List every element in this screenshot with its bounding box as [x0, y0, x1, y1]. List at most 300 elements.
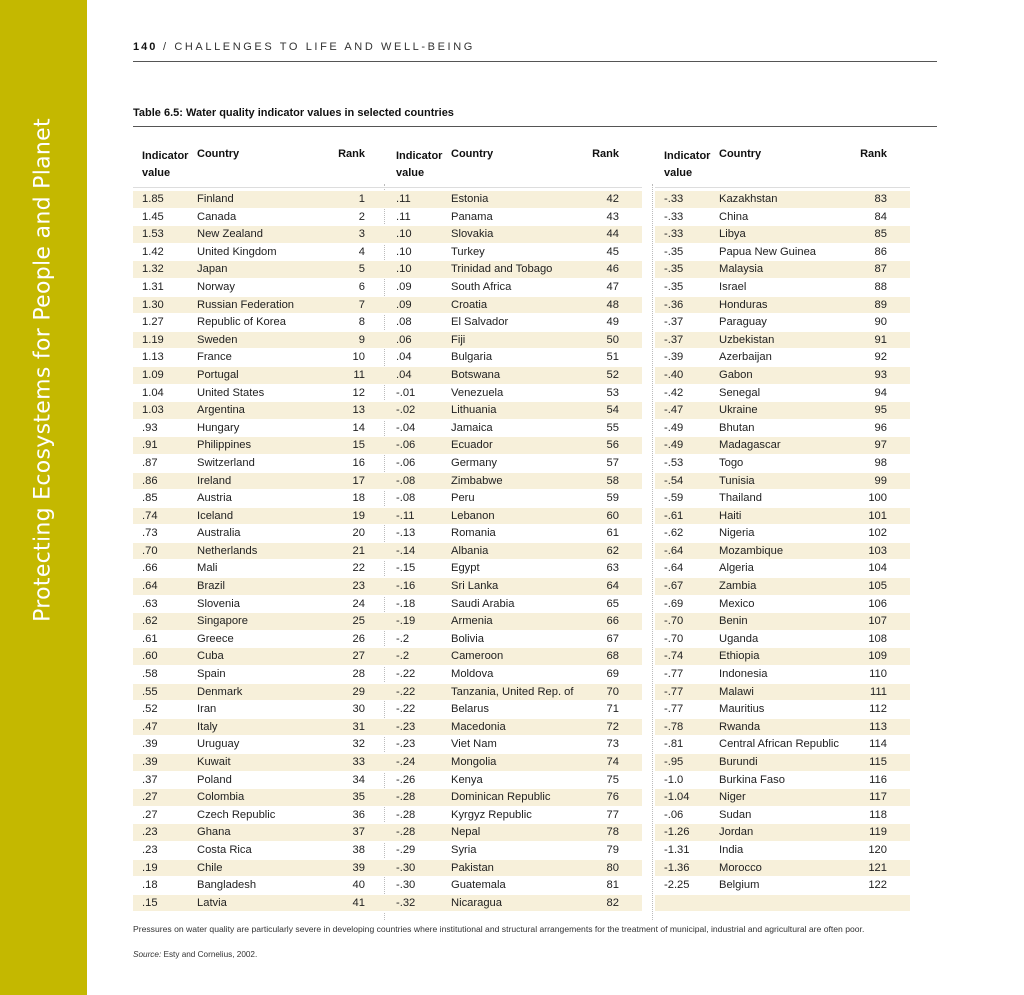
- country-name: Venezuela: [451, 386, 504, 399]
- table-row: [133, 631, 388, 649]
- indicator-value: .85: [142, 492, 158, 505]
- indicator-value: .39: [142, 756, 158, 768]
- country-name: Belarus: [451, 703, 489, 716]
- table-row: [387, 842, 642, 860]
- rank-value: 46: [606, 263, 619, 276]
- rank-value: 82: [606, 896, 619, 909]
- country-name: Netherlands: [197, 544, 258, 557]
- table-row: [655, 596, 910, 614]
- rank-value: 66: [606, 615, 619, 628]
- indicator-value: -.19: [396, 615, 416, 628]
- country-name: Niger: [719, 791, 746, 804]
- source-note: [133, 950, 257, 959]
- table-row: [133, 701, 388, 719]
- indicator-value: -.02: [396, 404, 416, 417]
- indicator-value: -.39: [664, 351, 684, 364]
- source-label: Source:: [133, 950, 162, 959]
- rank-value: 9: [358, 333, 365, 346]
- table-row: [655, 437, 910, 455]
- indicator-value: -.13: [396, 527, 416, 540]
- country-name: Lebanon: [451, 509, 495, 522]
- rank-value: 68: [606, 650, 619, 663]
- table-footnote: Pressures on water quality are particularly severe in developing countries where institutional and structural arrangements for the treatment of municipal, industrial and agricultural are often poor.: [133, 924, 865, 934]
- table-column-3: [655, 146, 910, 912]
- rank-value: 100: [868, 492, 887, 505]
- table-row: [655, 578, 910, 596]
- table-row: [655, 789, 910, 807]
- rank-value: 12: [352, 386, 365, 399]
- rank-value: 67: [606, 632, 619, 645]
- indicator-value: -.62: [664, 527, 684, 540]
- indicator-value: -.49: [664, 421, 684, 434]
- table-row: [387, 596, 642, 614]
- country-name: Central African Republic: [719, 738, 840, 751]
- rank-value: 85: [874, 228, 887, 241]
- country-name: Poland: [197, 773, 232, 786]
- rank-value: 53: [606, 386, 619, 399]
- source-text: Esty and Cornelius, 2002.: [161, 950, 258, 959]
- country-name: Kyrgyz Republic: [451, 808, 532, 821]
- country-name: Singapore: [197, 615, 249, 628]
- indicator-value: .91: [142, 439, 158, 452]
- table-row: [387, 209, 642, 227]
- rank-value: 41: [352, 896, 365, 909]
- rank-value: 52: [606, 368, 619, 381]
- country-name: Ukraine: [719, 404, 758, 417]
- rank-value: 21: [352, 544, 365, 557]
- country-name: Iceland: [197, 509, 234, 522]
- rank-value: 44: [606, 228, 619, 241]
- country-name: Mongolia: [451, 756, 497, 768]
- country-name: Slovakia: [451, 228, 494, 241]
- indicator-value: -.37: [664, 333, 684, 346]
- indicator-value: -.04: [396, 421, 416, 434]
- country-name: Malawi: [719, 685, 754, 698]
- rank-value: 13: [352, 404, 365, 417]
- table-row: [387, 560, 642, 578]
- indicator-value: -.95: [664, 756, 684, 768]
- table-row: [655, 666, 910, 684]
- country-name: Burundi: [719, 756, 758, 768]
- country-name: Estonia: [451, 193, 489, 205]
- table-row: [133, 191, 388, 209]
- running-head: [133, 41, 937, 62]
- table-row: [387, 261, 642, 279]
- indicator-value: 1.03: [142, 404, 164, 417]
- table-row: [387, 807, 642, 825]
- rank-value: 107: [868, 615, 887, 628]
- rank-value: 121: [868, 861, 887, 874]
- rank-value: 81: [606, 879, 619, 892]
- table-row: [655, 525, 910, 543]
- country-name: Russian Federation: [197, 298, 295, 311]
- country-name: Tanzania, United Rep. of: [451, 685, 574, 698]
- country-name: Switzerland: [197, 456, 255, 469]
- table-row: [655, 420, 910, 438]
- country-name: Belgium: [719, 879, 760, 892]
- table-row: [133, 807, 388, 825]
- rank-value: 17: [352, 474, 365, 487]
- rank-value: 118: [869, 808, 887, 821]
- rank-value: 102: [868, 527, 887, 540]
- country-name: Kazakhstan: [719, 193, 778, 205]
- country-name: Nepal: [451, 826, 481, 839]
- country-name: Jordan: [719, 826, 754, 839]
- indicator-value: .10: [396, 245, 412, 258]
- rank-value: 3: [358, 228, 365, 241]
- country-name: Republic of Korea: [197, 316, 286, 329]
- indicator-value: -.40: [664, 368, 684, 381]
- table-row: [387, 367, 642, 385]
- indicator-value: .19: [142, 861, 158, 874]
- table-row: [133, 877, 388, 895]
- indicator-value: -.53: [664, 456, 684, 469]
- rank-value: 8: [358, 316, 365, 329]
- table-row: [387, 824, 642, 842]
- country-name: Azerbaijan: [719, 351, 772, 364]
- rank-value: 48: [606, 298, 619, 311]
- country-name: Canada: [197, 210, 237, 223]
- rank-value: 59: [606, 492, 619, 505]
- indicator-value: -.33: [664, 228, 684, 241]
- indicator-value: -.06: [396, 456, 416, 469]
- table-row: [387, 385, 642, 403]
- table-row: [655, 842, 910, 860]
- rank-value: 62: [606, 544, 619, 557]
- table-row: [655, 719, 910, 737]
- country-name: Czech Republic: [197, 808, 276, 821]
- country-name: Morocco: [719, 861, 762, 874]
- table-row: [387, 244, 642, 262]
- table-row: [387, 437, 642, 455]
- rank-value: 72: [606, 720, 619, 733]
- indicator-value: -.33: [664, 210, 684, 223]
- indicator-value: -.23: [396, 738, 416, 751]
- table-row: [387, 684, 642, 702]
- country-name: Panama: [451, 210, 493, 223]
- rank-value: 69: [606, 668, 619, 681]
- table-row: [655, 877, 910, 895]
- indicator-value: 1.45: [142, 210, 164, 223]
- indicator-value: .09: [396, 298, 412, 311]
- rank-value: 15: [352, 439, 365, 452]
- indicator-value: .10: [396, 228, 412, 241]
- country-name: Gabon: [719, 368, 753, 381]
- rank-value: 71: [606, 703, 619, 716]
- country-name: Ghana: [197, 826, 231, 839]
- column-header: [133, 146, 388, 188]
- country-name: Benin: [719, 615, 748, 628]
- rank-value: 26: [352, 632, 365, 645]
- table-row: [133, 596, 388, 614]
- rank-value: 14: [352, 421, 365, 434]
- table-row: [133, 261, 388, 279]
- indicator-value: -.64: [664, 562, 684, 575]
- rank-value: 89: [874, 298, 887, 311]
- table-row: [387, 860, 642, 878]
- table-row: [655, 631, 910, 649]
- country-name: Nicaragua: [451, 896, 502, 909]
- table-row: [655, 367, 910, 385]
- rank-value: 4: [358, 245, 365, 258]
- country-name: Thailand: [719, 492, 762, 505]
- rank-value: 16: [352, 456, 365, 469]
- rank-value: 98: [874, 456, 887, 469]
- table-row: [655, 455, 910, 473]
- country-name: Bolivia: [451, 632, 484, 645]
- table-row: [387, 508, 642, 526]
- rank-value: 65: [606, 597, 619, 610]
- country-name: Macedonia: [451, 720, 506, 733]
- country-name: Uruguay: [197, 738, 240, 751]
- rank-value: 117: [869, 791, 887, 804]
- rank-value: 29: [352, 685, 365, 698]
- country-name: Nigeria: [719, 527, 755, 540]
- indicator-value: 1.09: [142, 368, 164, 381]
- indicator-value: -.28: [396, 808, 416, 821]
- table-row: [387, 402, 642, 420]
- table-row: [655, 402, 910, 420]
- rank-value: 25: [352, 615, 365, 628]
- table-row: [387, 631, 642, 649]
- rank-value: 19: [352, 509, 365, 522]
- table-row: [133, 824, 388, 842]
- table-row: [387, 772, 642, 790]
- country-name: Dominican Republic: [451, 791, 551, 804]
- country-name: Pakistan: [451, 861, 494, 874]
- table-row: [655, 244, 910, 262]
- indicator-value: .74: [142, 509, 158, 522]
- country-name: Chile: [197, 861, 223, 874]
- indicator-value: .62: [142, 615, 158, 628]
- table-row: [133, 772, 388, 790]
- table-row-empty: [655, 895, 910, 913]
- country-name: Kuwait: [197, 756, 231, 768]
- rank-value: 76: [606, 791, 619, 804]
- indicator-value: 1.04: [142, 386, 164, 399]
- country-name: Trinidad and Tobago: [451, 263, 553, 276]
- table-row: [387, 332, 642, 350]
- table-row: [133, 842, 388, 860]
- country-name: South Africa: [451, 280, 512, 293]
- table-row: [133, 279, 388, 297]
- rank-value: 35: [352, 791, 365, 804]
- rank-value: 37: [352, 826, 365, 839]
- country-name: Norway: [197, 280, 235, 293]
- table-row: [133, 473, 388, 491]
- rank-value: 20: [352, 527, 365, 540]
- country-name: Zambia: [719, 580, 757, 593]
- indicator-value: -.35: [664, 280, 684, 293]
- country-name: Bhutan: [719, 421, 755, 434]
- table-row: [133, 385, 388, 403]
- country-name: Hungary: [197, 421, 240, 434]
- table-row: [655, 473, 910, 491]
- country-name: Austria: [197, 492, 232, 505]
- indicator-value: -.16: [396, 580, 416, 593]
- table-row: [655, 490, 910, 508]
- table-row: [387, 543, 642, 561]
- indicator-value: -.42: [664, 386, 684, 399]
- indicator-value: .27: [142, 791, 158, 804]
- country-header: Country: [451, 148, 494, 160]
- table-row: [387, 297, 642, 315]
- table-row: [133, 648, 388, 666]
- table-row: [387, 719, 642, 737]
- table-row: [133, 860, 388, 878]
- country-name: Indonesia: [719, 668, 768, 681]
- country-name: Italy: [197, 720, 218, 733]
- rank-value: 73: [606, 738, 619, 751]
- country-name: Mexico: [719, 597, 755, 610]
- indicator-value: -.08: [396, 474, 416, 487]
- rank-value: 86: [874, 245, 887, 258]
- country-header: Country: [719, 148, 762, 160]
- column-header: [387, 146, 642, 188]
- rank-value: 122: [868, 879, 887, 892]
- table-row: [387, 736, 642, 754]
- table-row: [655, 279, 910, 297]
- indicator-value: -.08: [396, 492, 416, 505]
- table-row: [387, 420, 642, 438]
- country-name: Libya: [719, 228, 746, 241]
- table-row: [655, 543, 910, 561]
- indicator-header: Indicator value: [142, 150, 189, 179]
- country-name: Guatemala: [451, 879, 506, 892]
- rank-value: 54: [606, 404, 619, 417]
- rank-value: 108: [868, 632, 887, 645]
- rank-value: 113: [869, 720, 887, 733]
- table-row: [133, 349, 388, 367]
- country-name: Ireland: [197, 474, 232, 487]
- indicator-value: -.59: [664, 492, 684, 505]
- rank-value: 110: [869, 668, 887, 681]
- rank-value: 6: [358, 280, 365, 293]
- table-row: [655, 314, 910, 332]
- indicator-value: 1.85: [142, 193, 164, 205]
- table-row: [387, 613, 642, 631]
- country-name: Sri Lanka: [451, 580, 499, 593]
- header-separator: /: [163, 41, 169, 53]
- indicator-header: Indicator value: [396, 150, 443, 179]
- country-name: Malaysia: [719, 263, 764, 276]
- rank-value: 27: [352, 650, 365, 663]
- country-name: Cuba: [197, 650, 224, 663]
- country-name: Romania: [451, 527, 496, 540]
- rank-value: 28: [352, 668, 365, 681]
- rank-value: 57: [606, 456, 619, 469]
- indicator-value: .86: [142, 474, 158, 487]
- rank-value: 18: [352, 492, 365, 505]
- indicator-value: -.26: [396, 773, 416, 786]
- page-number: 140: [133, 41, 158, 53]
- indicator-value: -1.36: [664, 861, 690, 874]
- table-row: [133, 789, 388, 807]
- rank-value: 50: [606, 333, 619, 346]
- indicator-value: .70: [142, 544, 158, 557]
- table-row: [133, 543, 388, 561]
- rank-value: 32: [352, 738, 365, 751]
- indicator-value: -.28: [396, 826, 416, 839]
- rank-value: 64: [606, 580, 619, 593]
- country-name: Botswana: [451, 368, 501, 381]
- indicator-value: .87: [142, 456, 158, 469]
- indicator-value: .27: [142, 808, 158, 821]
- indicator-value: .18: [142, 879, 158, 892]
- indicator-header: Indicator value: [664, 150, 711, 179]
- country-name: Costa Rica: [197, 843, 252, 856]
- table-row: [133, 455, 388, 473]
- rank-header: Rank: [338, 148, 365, 160]
- country-name: Fiji: [451, 333, 466, 346]
- indicator-value: -.22: [396, 668, 416, 681]
- indicator-value: -.22: [396, 685, 416, 698]
- indicator-value: -.2: [396, 632, 410, 645]
- table-row: [133, 402, 388, 420]
- indicator-value: -.24: [396, 756, 416, 768]
- country-name: Uganda: [719, 632, 759, 645]
- indicator-value: -.35: [664, 263, 684, 276]
- table-column-1: [133, 146, 388, 912]
- country-name: Haiti: [719, 509, 742, 522]
- rank-value: 2: [358, 210, 365, 223]
- table-row: [387, 877, 642, 895]
- indicator-value: -.33: [664, 193, 684, 205]
- indicator-value: .04: [396, 368, 412, 381]
- rank-header: Rank: [592, 148, 619, 160]
- indicator-value: -2.25: [664, 879, 690, 892]
- country-name: Rwanda: [719, 720, 761, 733]
- indicator-value: 1.53: [142, 228, 164, 241]
- indicator-value: .60: [142, 650, 158, 663]
- indicator-value: .47: [142, 720, 158, 733]
- country-name: Brazil: [197, 580, 225, 593]
- table-row: [655, 349, 910, 367]
- rank-value: 61: [606, 527, 619, 540]
- country-name: Tunisia: [719, 474, 755, 487]
- indicator-value: -1.0: [664, 773, 684, 786]
- country-name: Finland: [197, 193, 234, 205]
- country-name: Albania: [451, 544, 489, 557]
- indicator-value: -1.31: [664, 843, 690, 856]
- rank-value: 78: [606, 826, 619, 839]
- table-row: [387, 455, 642, 473]
- country-name: Moldova: [451, 668, 494, 681]
- rank-value: 63: [606, 562, 619, 575]
- country-name: Jamaica: [451, 421, 493, 434]
- indicator-value: .58: [142, 668, 158, 681]
- rank-value: 30: [352, 703, 365, 716]
- table-row: [655, 385, 910, 403]
- rank-value: 97: [874, 439, 887, 452]
- indicator-value: .08: [396, 316, 412, 329]
- table-row: [655, 508, 910, 526]
- table-row: [133, 332, 388, 350]
- country-name: Argentina: [197, 404, 245, 417]
- country-name: Mozambique: [719, 544, 784, 557]
- indicator-value: .06: [396, 333, 412, 346]
- rank-value: 116: [869, 773, 887, 786]
- indicator-value: -.06: [396, 439, 416, 452]
- table-row: [133, 209, 388, 227]
- table-row: [133, 367, 388, 385]
- rank-value: 119: [869, 826, 887, 839]
- country-name: Kenya: [451, 773, 483, 786]
- country-name: Saudi Arabia: [451, 597, 515, 610]
- indicator-value: -.37: [664, 316, 684, 329]
- country-name: Lithuania: [451, 404, 497, 417]
- table-row: [655, 860, 910, 878]
